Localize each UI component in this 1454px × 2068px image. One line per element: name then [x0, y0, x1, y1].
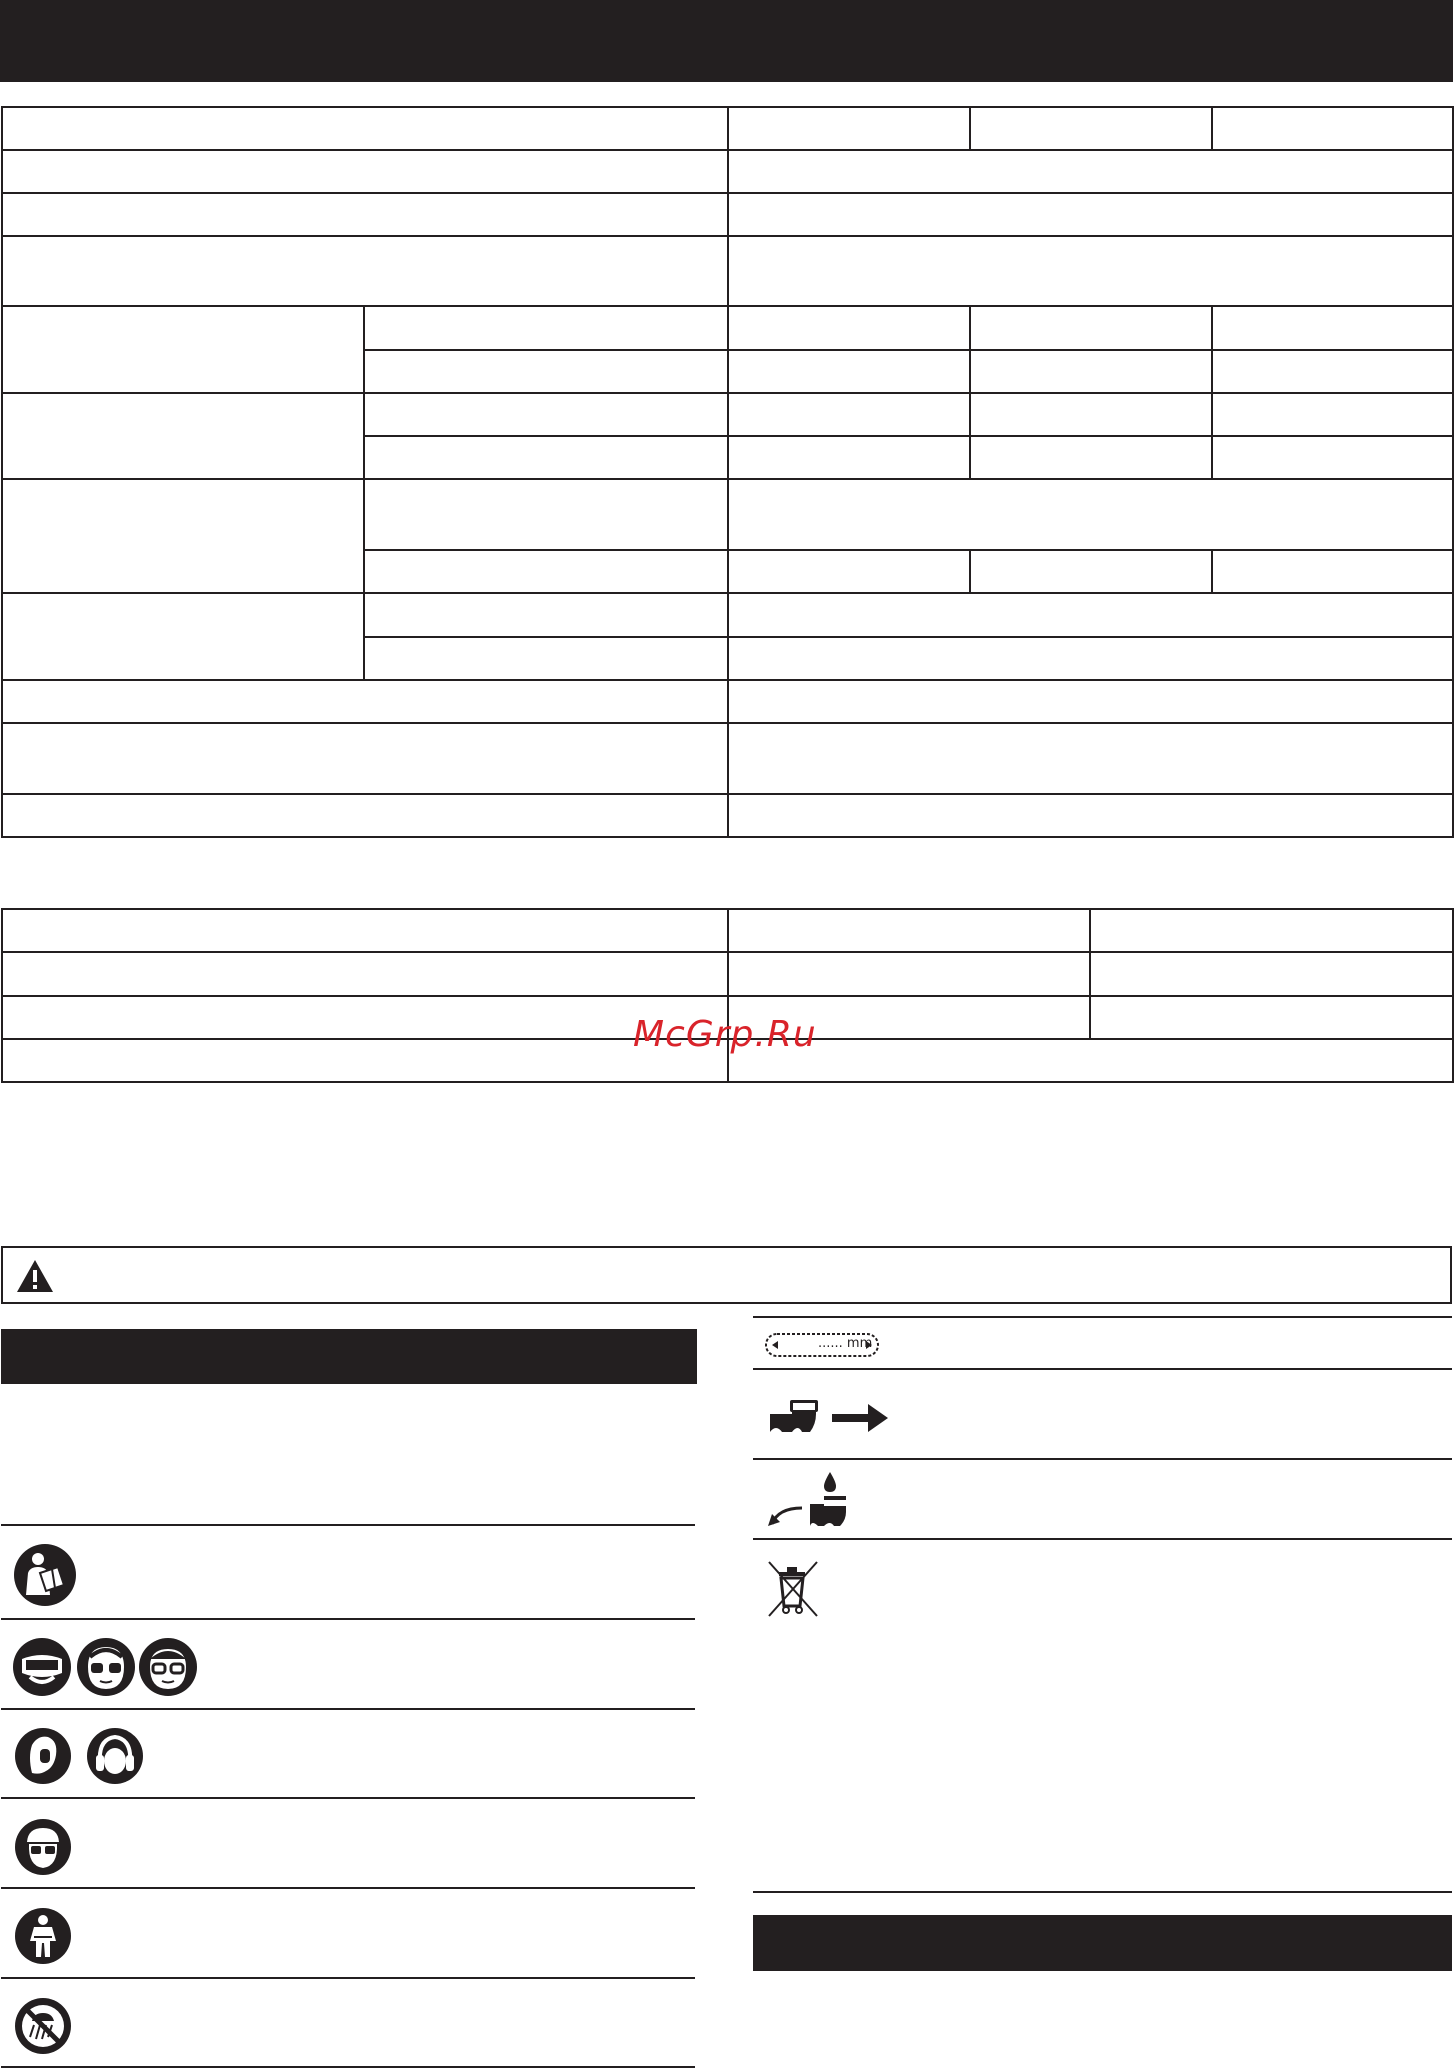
protective-clothing-icon: [14, 1907, 72, 1965]
helmet-goggles-icon: [14, 1818, 72, 1876]
table-row: [2, 236, 1453, 306]
table-row: [2, 593, 1453, 637]
table-row: [2, 680, 1453, 723]
header-banner: [0, 0, 1453, 82]
table-row: [2, 479, 1453, 550]
spec-table-2: [1, 908, 1454, 1083]
table-row: [2, 723, 1453, 794]
divider: [1, 1618, 695, 1620]
divider: [1, 1708, 695, 1710]
read-manual-icon: [12, 1543, 78, 1607]
table-row: [2, 150, 1453, 193]
chain-direction-icon: [764, 1392, 890, 1438]
table-row: [2, 952, 1453, 996]
section-header-bar: [753, 1915, 1452, 1971]
spec-table-1: [1, 106, 1454, 838]
warning-box: [1, 1246, 1452, 1304]
safety-goggles-icon: [76, 1637, 136, 1697]
section-header-bar: [1, 1329, 697, 1384]
divider: [1, 1797, 695, 1799]
chain-length-unit: ...... mm: [818, 1336, 873, 1351]
earplugs-icon: [14, 1727, 72, 1785]
table-row: [2, 107, 1453, 150]
divider: [753, 1538, 1452, 1540]
table-row: [2, 193, 1453, 236]
table-row: [2, 794, 1453, 837]
table-row: [2, 393, 1453, 436]
divider: [1, 1977, 695, 1979]
divider: [1, 1524, 695, 1526]
no-rain-icon: [14, 1997, 72, 2055]
chain-length-icon: [764, 1331, 880, 1359]
earmuffs-icon: [86, 1727, 144, 1785]
divider: [753, 1316, 1452, 1318]
table-row: [2, 909, 1453, 952]
watermark: McGrp.Ru: [633, 1014, 817, 1055]
face-shield-icon: [12, 1637, 72, 1697]
safety-glasses-icon: [138, 1637, 198, 1697]
warning-triangle-icon: [15, 1258, 55, 1294]
divider: [1, 1887, 695, 1889]
weee-crossed-bin-icon: [765, 1558, 823, 1620]
table-row: [2, 306, 1453, 350]
divider: [753, 1891, 1452, 1893]
divider: [753, 1368, 1452, 1370]
divider: [753, 1458, 1452, 1460]
chain-oil-icon: [764, 1468, 854, 1530]
